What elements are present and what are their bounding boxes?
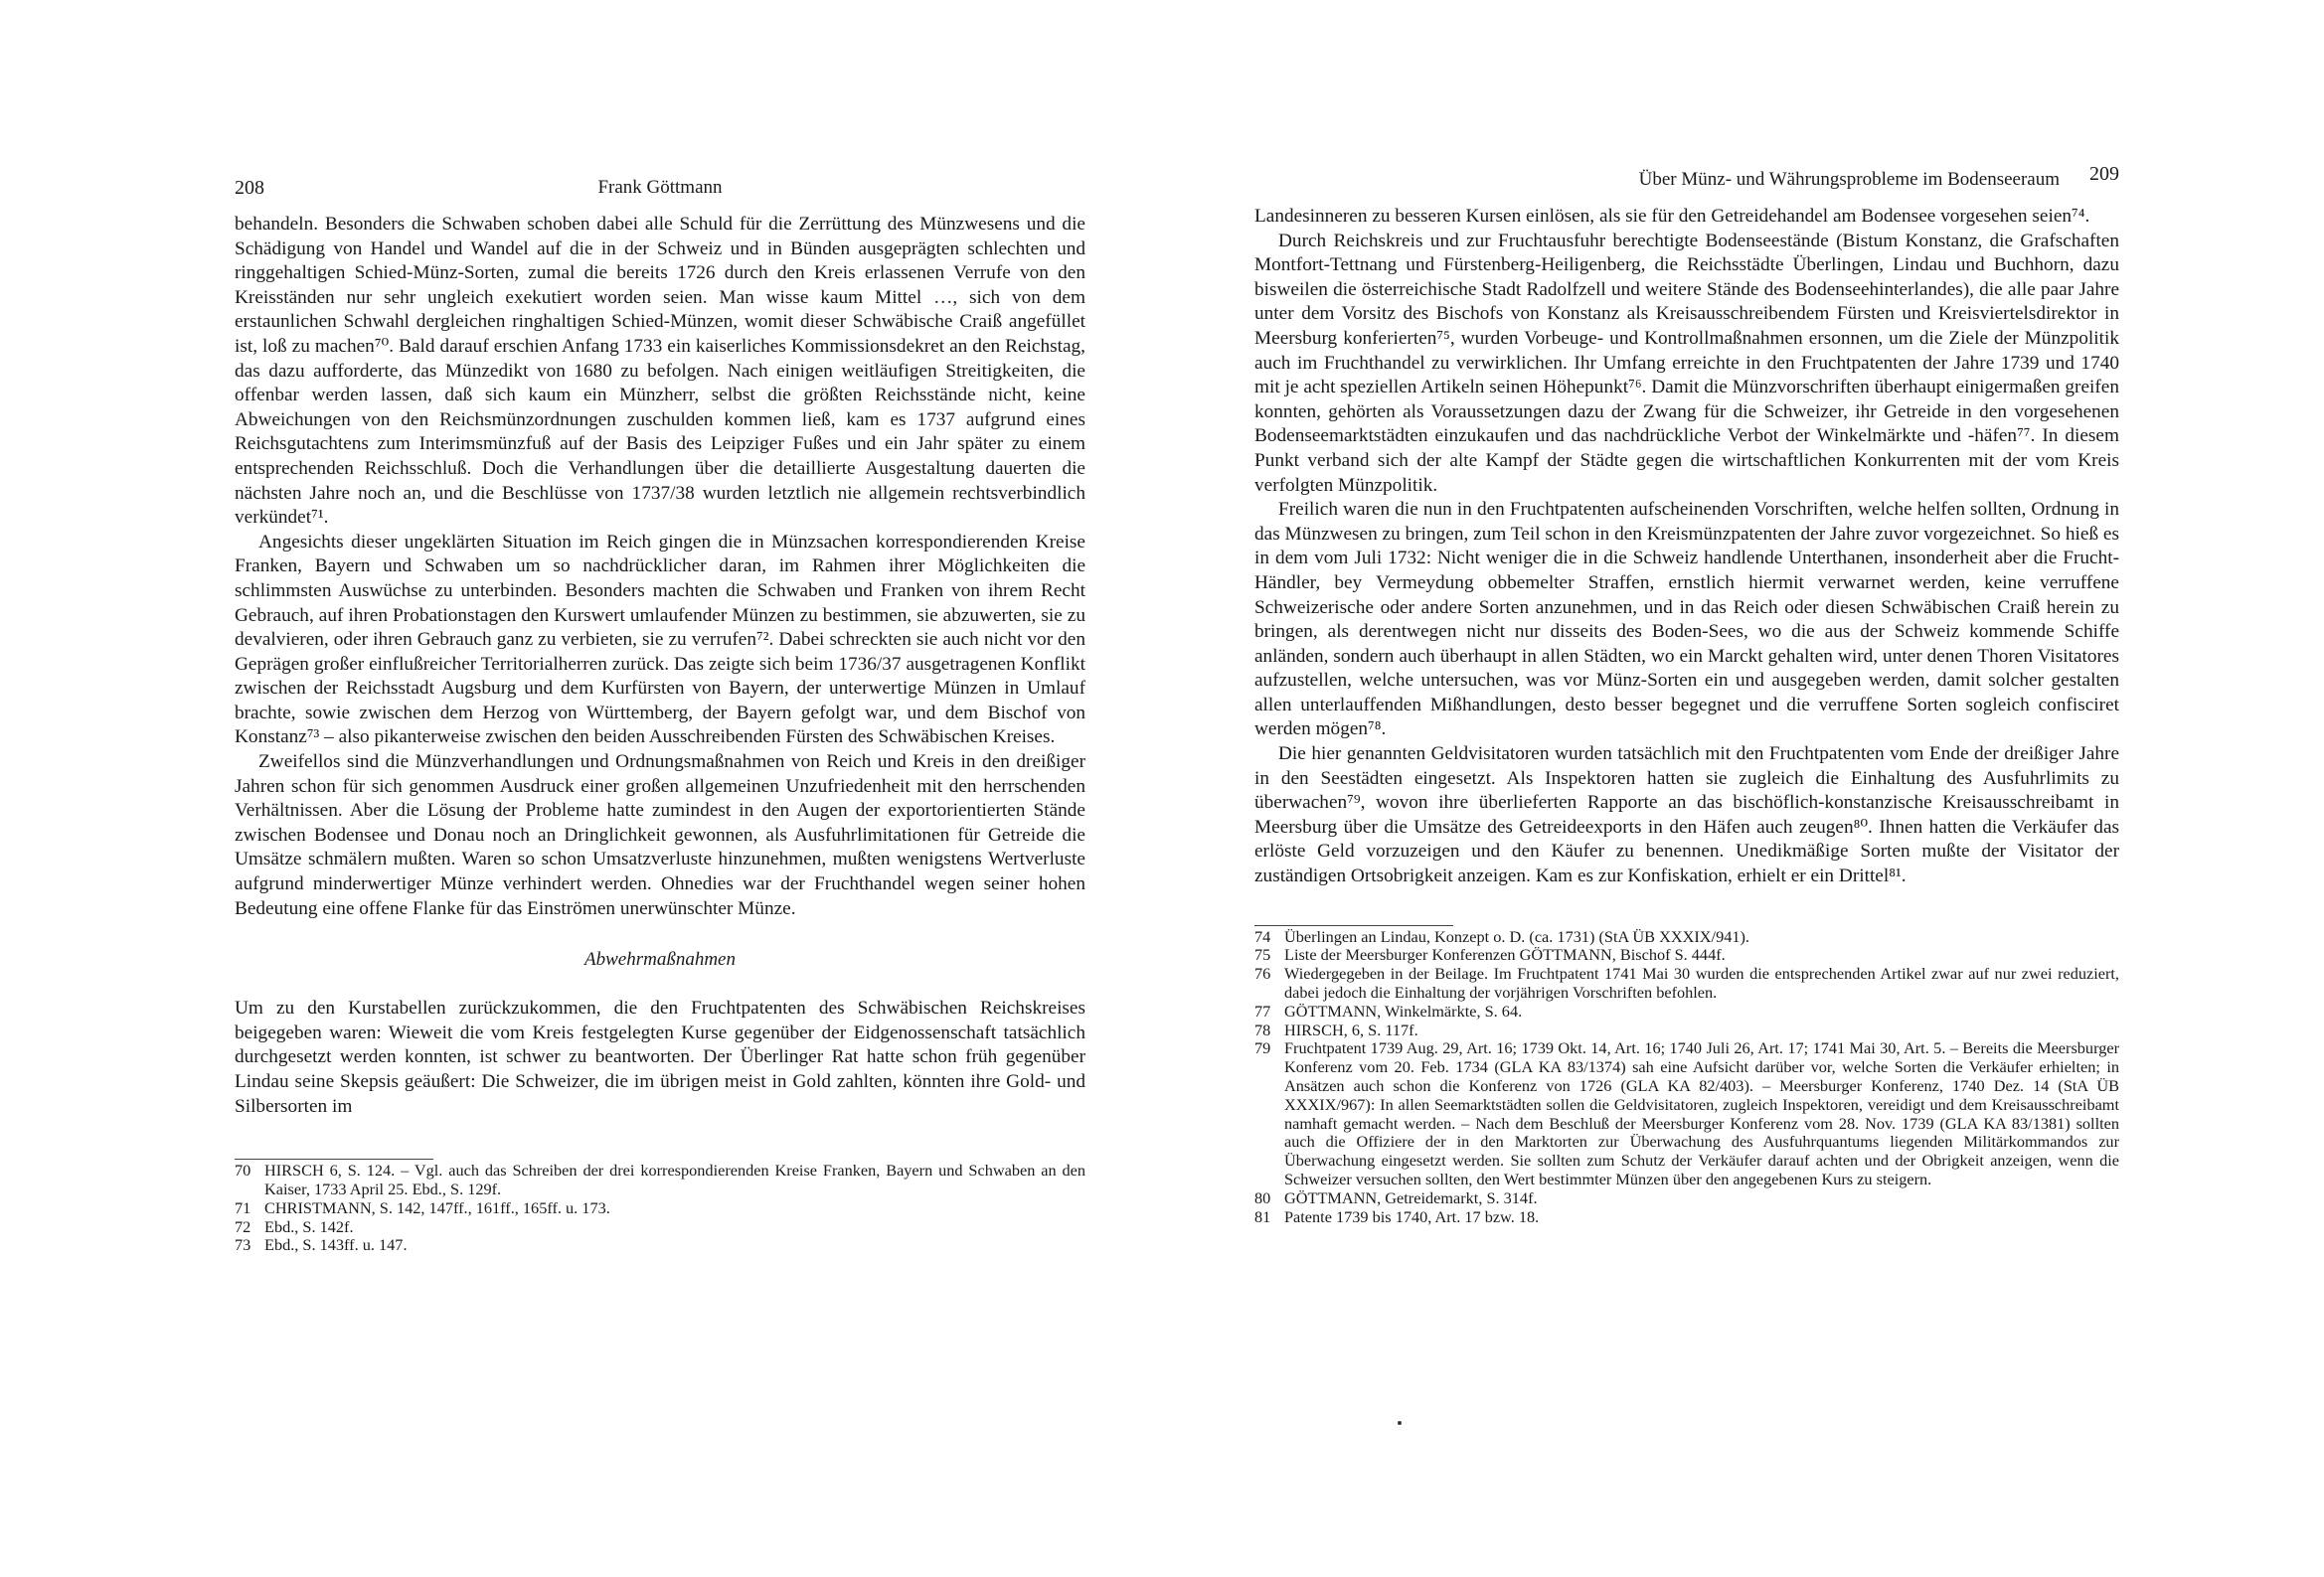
- left-body-text: [235, 213, 1085, 1119]
- footnote: 74 Überlingen an Lindau, Konzept o. D. (ca. 1731) (StA ÜB XXXIX/941).: [1254, 926, 1749, 946]
- right-running-head: Über Münz- und Währungsprobleme im Bodenseeraum: [1638, 169, 2060, 190]
- left-paragraph-4: Um zu den Kurstabellen zurückzukommen, die den Fruchtpatenten des Schwäbischen Reichskreises beigegeben waren: Wieweit die vom Kreis festgelegten Kurse gegenüber der Eidgenossenschaft tatsächlich durchgesetzt werden konnten, ist schwer zu beantworten. Der Überlinger Rat hatte schon früh gegenüber Lindau seine Skepsis geäußert: Die Schweizer, die im übrigen meist in Gold zahlten, könnten ihre Gold- und Silbersorten im: [235, 998, 1085, 1117]
- left-page-number: 208: [235, 177, 264, 199]
- footnote: 70 HIRSCH 6, S. 124. – Vgl. auch das Schreiben der drei korrespondierenden Kreise Franken, Bayern und Schwaben an den Kaiser, 1733 April 25. Ebd., S. 129f.: [235, 1161, 1085, 1198]
- right-paragraph-4: Die hier genannten Geldvisitatoren wurden tatsächlich mit den Fruchtpatenten vom Ende der dreißiger Jahre in den Seestädten eingesetzt. Als Inspektoren hatten sie zugleich die Einhaltung des Ausfuhrlimits zu überwachen⁷⁹, wovon ihre überlieferten Rapporte an das bischöflich-konstanzische Kreisausschreibamt in Meersburg über die Umsätze des Getreideexports in den Häfen auch zeugen⁸⁰. Ihnen hatten die Verkäufer das erlöste Geld vorzuzeigen und den Käufer zu benennen. Unedikmäßige Sorten mußte der Visitator der zuständigen Ortsobrigkeit anzeigen. Kam es zur Konfiskation, erhielt er ein Drittel⁸¹.: [1254, 743, 2119, 887]
- footnote: 78 HIRSCH, 6, S. 117f.: [1254, 1020, 1418, 1039]
- right-page-header: [1254, 163, 2119, 205]
- left-paragraph-2: Angesichts dieser ungeklärten Situation im Reich gingen die in Münzsachen korrespondierenden Kreise Franken, Bayern und Schwaben um so nachdrücklicher daran, im Rahmen ihrer Möglichkeiten die schlimmsten Auswüchse zu unterbinden. Besonders machten die Schwaben und Franken von ihrem Recht Gebrauch, auf ihren Probationstagen den Kurswert umlaufender Münzen zu bestimmen, sie abzuwerten, sie zu devalvieren, oder ihren Gebrauch ganz zu verbieten, sie zu verrufen⁷². Dabei schreckten sie auch nicht vor den Geprägen großer einflußreicher Territorialherren zurück. Das zeigte sich beim 1736/37 ausgetragenen Konflikt zwischen der Reichsstadt Augsburg und dem Kurfürsten von Bayern, der unterwertige Münzen in Umlauf brachte, sowie zwischen dem Herzog von Württemberg, der Bayern gefolgt war, und dem Bischof von Konstanz⁷³ – also pikanterweise zwischen den beiden Ausschreibenden Fürsten des Schwäbischen Kreises.: [235, 531, 1085, 748]
- right-paragraph-3: Freilich waren die nun in den Fruchtpatenten aufscheinenden Vorschriften, welche helfen sollten, Ordnung in das Münzwesen zu bringen, zum Teil schon in den Kreismünzpatenten der Jahre zuvor vorgezeichnet. So hieß es in dem vom Juli 1732: Nicht weniger die in die Schweiz handlende Unterthanen, insonderheit aber die Frucht-Händler, bey Vermeydung obbemelter Straffen, ernstlich hiermit verwarnet werden, keine verruffene Schweizerische oder andere Sorten anzunehmen, und in das Reich oder diesen Schwäbischen Craiß herein zu bringen, als derentwegen nicht nur disseits des Boden-Sees, wo die aus der Schweiz kommende Schiffe anländen, sondern auch überhaupt in allen Städten, wo ein Marckt gehalten wird, unter denen Thoren Visitatores aufzustellen, welche untersuchen, was vor Münz-Sorten ein und ausgegeben werden, damit solcher gestalten allen unterlauffenden Mißhandlungen, desto besser begegnet und die verruffene Sorten sogleich confisciret werden mögen⁷⁸.: [1254, 499, 2119, 740]
- footnote: 79 Fruchtpatent 1739 Aug. 29, Art. 16; 1739 Okt. 14, Art. 16; 1740 Juli 26, Art. 17; 1741 Mai 30, Art. 5. – Bereits die Meersburger Konferenz vom 20. Feb. 1734 (GLA KA 83/1374) sah eine Aufsicht darüber vor, welche Sorten die Verkäufer erhielten; in Ansätzen auch schon die Konferenz von 1726 (GLA KA 82/403). – Meersburger Konferenz, 1740 Dez. 14 (StA ÜB XXXIX/967): In allen Seemarktstädten sollen die Geldvisitatoren, zugleich Inspektoren, vereidigt und dem Kreisausschreibamt namhaft gemacht werden. – Nach dem Beschluß der Meersburger Konferenz vom 28. Nov. 1739 (GLA KA 83/1381) sollten auch die Offiziere der in den Marktorten zur Überwachung des Ausfuhrquantums liegenden Militärkommandos zur Überwachung eingesetzt werden. Sie sollten zum Schutz der Verkäufer darauf achten und der Obrigkeit anzeigen, wenn die Schweizer versuchen sollten, den Wert bestimmter Münzen über den angegebenen Kurs zu steigern.: [1254, 1038, 2119, 1188]
- footnote: 75 Liste der Meersburger Konferenzen GÖTTMANN, Bischof S. 444f.: [1254, 945, 1726, 965]
- footnote: 76 Wiedergegeben in der Beilage. Im Fruchtpatent 1741 Mai 30 wurden die entsprechenden Artikel zwar auf nur zwei reduziert, dabei jedoch die Einhaltung der vorjährigen Vorschriften befohlen.: [1254, 964, 2119, 1003]
- right-body-text: [1254, 205, 2119, 889]
- footnote: 77 GÖTTMANN, Winkelmärkte, S. 64.: [1254, 1001, 1523, 1021]
- footnote: 71 CHRISTMANN, S. 142, 147ff., 161ff., 165ff. u. 173.: [235, 1197, 610, 1217]
- footnote: 81 Patente 1739 bis 1740, Art. 17 bzw. 18.: [1254, 1206, 1540, 1226]
- right-page-number: 209: [2089, 163, 2119, 185]
- left-page: [235, 177, 1085, 1255]
- left-paragraph-1: behandeln. Besonders die Schwaben schoben dabei alle Schuld für die Zerrüttung des Münzwesens und die Schädigung von Handel und Wandel auf die in der Schweiz und in Bünden ausgeprägten schlechten und ringgehaltigen Schied-Münz-Sorten, zumal die bereits 1726 durch den Kreis erlassenen Verrufe von den Kreisständen nur sehr ungleich exekutiert worden seien. Man wisse kaum Mittel …, sich von dem erstaunlichen Schwahl dergleichen ringhaltigen Schied-Münzen, womit dieser Schwäbische Craiß angefüllet ist, loß zu machen⁷⁰. Bald darauf erschien Anfang 1733 ein kaiserliches Kommissionsdekret an den Reichstag, das dazu aufforderte, das Münzedikt von 1680 zu befolgen. Nach einigen weitläufigen Streitigkeiten, die offenbar werden lassen, daß sich kaum ein Münzherr, selbst die größten Reichsstände nicht, keine Abweichungen von den Reichsmünzordnungen zuschulden kommen ließ, kam es 1737 aufgrund eines Reichsgutachtens zum Interimsmünzfuß auf der Basis des Leipziger Fußes und ein Jahr später zu einem entsprechenden Reichsschluß. Doch die Verhandlungen über die detaillierte Ausgestaltung dauerten die nächsten Jahre noch an, und die Beschlüsse von 1737/38 wurden letztlich nie allgemein rechtsverbindlich verkündet⁷¹.: [235, 214, 1085, 529]
- left-paragraph-3: Zweifellos sind die Münzverhandlungen und Ordnungsmaßnahmen von Reich und Kreis in den dreißiger Jahren schon für sich genommen Ausdruck einer großen allgemeinen Unzufriedenheit mit den herrschenden Verhältnissen. Aber die Lösung der Probleme hatte zumindest in den Augen der exportorientierten Stände zwischen Bodensee und Donau noch an Dringlichkeit gewonnen, als Ausfuhrlimitationen für Getreide die Umsätze schmälern mußten. Waren so schon Umsatzverluste hinzunehmen, mußten wenigstens Wertverluste aufgrund minderwertiger Münze verhindert werden. Ohnedies war der Fruchthandel wegen seiner hohen Bedeutung eine offene Flanke für das Einströmen unerwünschter Münze.: [235, 751, 1085, 919]
- footnote: 80 GÖTTMANN, Getreidemarkt, S. 314f.: [1254, 1187, 1538, 1207]
- right-paragraph-1: Landesinneren zu besseren Kursen einlösen, als sie für den Getreidehandel am Bodensee vorgesehen seien⁷⁴.: [1254, 206, 2090, 227]
- footnote: 72 Ebd., S. 142f.: [235, 1216, 354, 1236]
- footnote: 73 Ebd., S. 143ff. u. 147.: [235, 1235, 408, 1255]
- speck-mark: [1398, 1421, 1402, 1425]
- footnote-rule: [235, 1159, 433, 1160]
- right-footnotes: [1254, 925, 2119, 1227]
- right-paragraph-2: Durch Reichskreis und zur Fruchtausfuhr berechtigte Bodenseestände (Bistum Konstanz, die Grafschaften Montfort-Tettnang und Fürstenberg-Heiligenberg, die Reichsstädte Überlingen, Lindau und Buchhorn, dazu bisweilen die österreichische Stadt Radolfzell und weitere Stände des Bodenseehinterlandes), die alle paar Jahre unter dem Vorsitz des Bischofs von Konstanz als Kreisausschreibendem Fürsten und Kreisviertelsdirektor in Meersburg konferierten⁷⁵, wurden Vorbeuge- und Kontrollmaßnahmen ersonnen, um die Ziele der Münzpolitik auch im Fruchthandel zu verwirklichen. Ihr Umfang erreichte in den Fruchtpatenten der Jahre 1739 und 1740 mit je acht speziellen Artikeln seinen Höhepunkt⁷⁶. Damit die Münzvorschriften überhaupt einigermaßen greifen konnten, gehörten als Voraussetzungen dazu der Zwang für die Schweizer, ihr Getreide in den vorgesehenen Bodenseemarktstädten einzukaufen und das nachdrückliche Verbot der Winkelmärkte und -häfen⁷⁷. In diesem Punkt verband sich der alte Kampf der Städte gegen die wirtschaftlichen Konkurrenten mit der vom Kreis verfolgten Münzpolitik.: [1254, 230, 2119, 496]
- section-heading: Abwehrmaßnahmen: [584, 949, 736, 971]
- left-running-head: Frank Göttmann: [597, 177, 723, 198]
- left-footnotes: [235, 1159, 1085, 1255]
- left-page-header: [235, 177, 1085, 213]
- footnote-rule: [1254, 925, 1453, 926]
- right-page: [1254, 163, 2119, 1226]
